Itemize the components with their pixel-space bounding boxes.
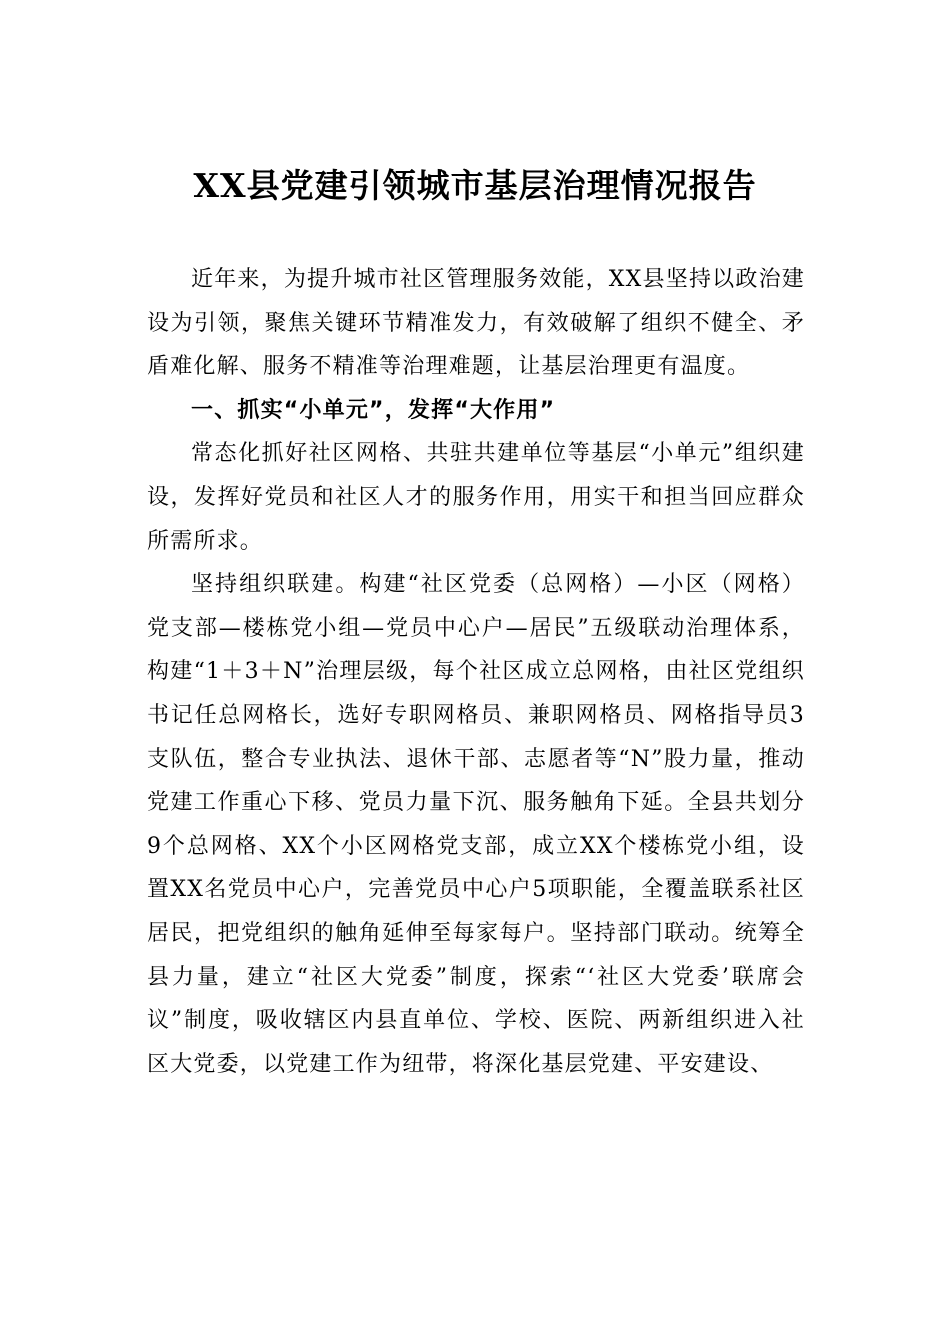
document-body [147, 258, 805, 1086]
intro-paragraph: 近年来，为提升城市社区管理服务效能，XX县坚持以政治建设为引领，聚焦关键环节精准发力，有效破解了组织不健全、矛盾难化解、服务不精准等治理难题，让基层治理更有温度。 [147, 267, 805, 380]
document-title: XX县党建引领城市基层治理情况报告 [193, 166, 757, 205]
body-paragraph: 坚持组织联建。构建“社区党委（总网格）—小区（网格）党支部—楼栋党小组—党员中心户—居民”五级联动治理体系，构建“1＋3＋N”治理层级，每个社区成立总网格，由社区党组织书记任总网格长，选好专职网格员、兼职网格员、网格指导员3支队伍，整合专业执法、退休干部、志愿者等“N”股力量，推动党建工作重心下移、党员力量下沉、服务触角下延。全县共划分9个总网格、XX个小区网格党支部，成立XX个楼栋党小组，设置XX名党员中心户，完善党员中心户5项职能，全覆盖联系社区居民，把党组织的触角延伸至每家每户。坚持部门联动。统筹全县力量，建立“社区大党委”制度，探索“‘社区大党委’联席会议”制度，吸收辖区内县直单位、学校、医院、两新组织进入社区大党委，以党建工作为纽带，将深化基层党建、平安建设、 [147, 572, 805, 1077]
body-paragraph: 常态化抓好社区网格、共驻共建单位等基层“小单元”组织建设，发挥好党员和社区人才的服务作用，用实干和担当回应群众所需所求。 [147, 441, 805, 554]
section-heading: 一、抓实“小单元”，发挥“大作用” [191, 397, 556, 423]
